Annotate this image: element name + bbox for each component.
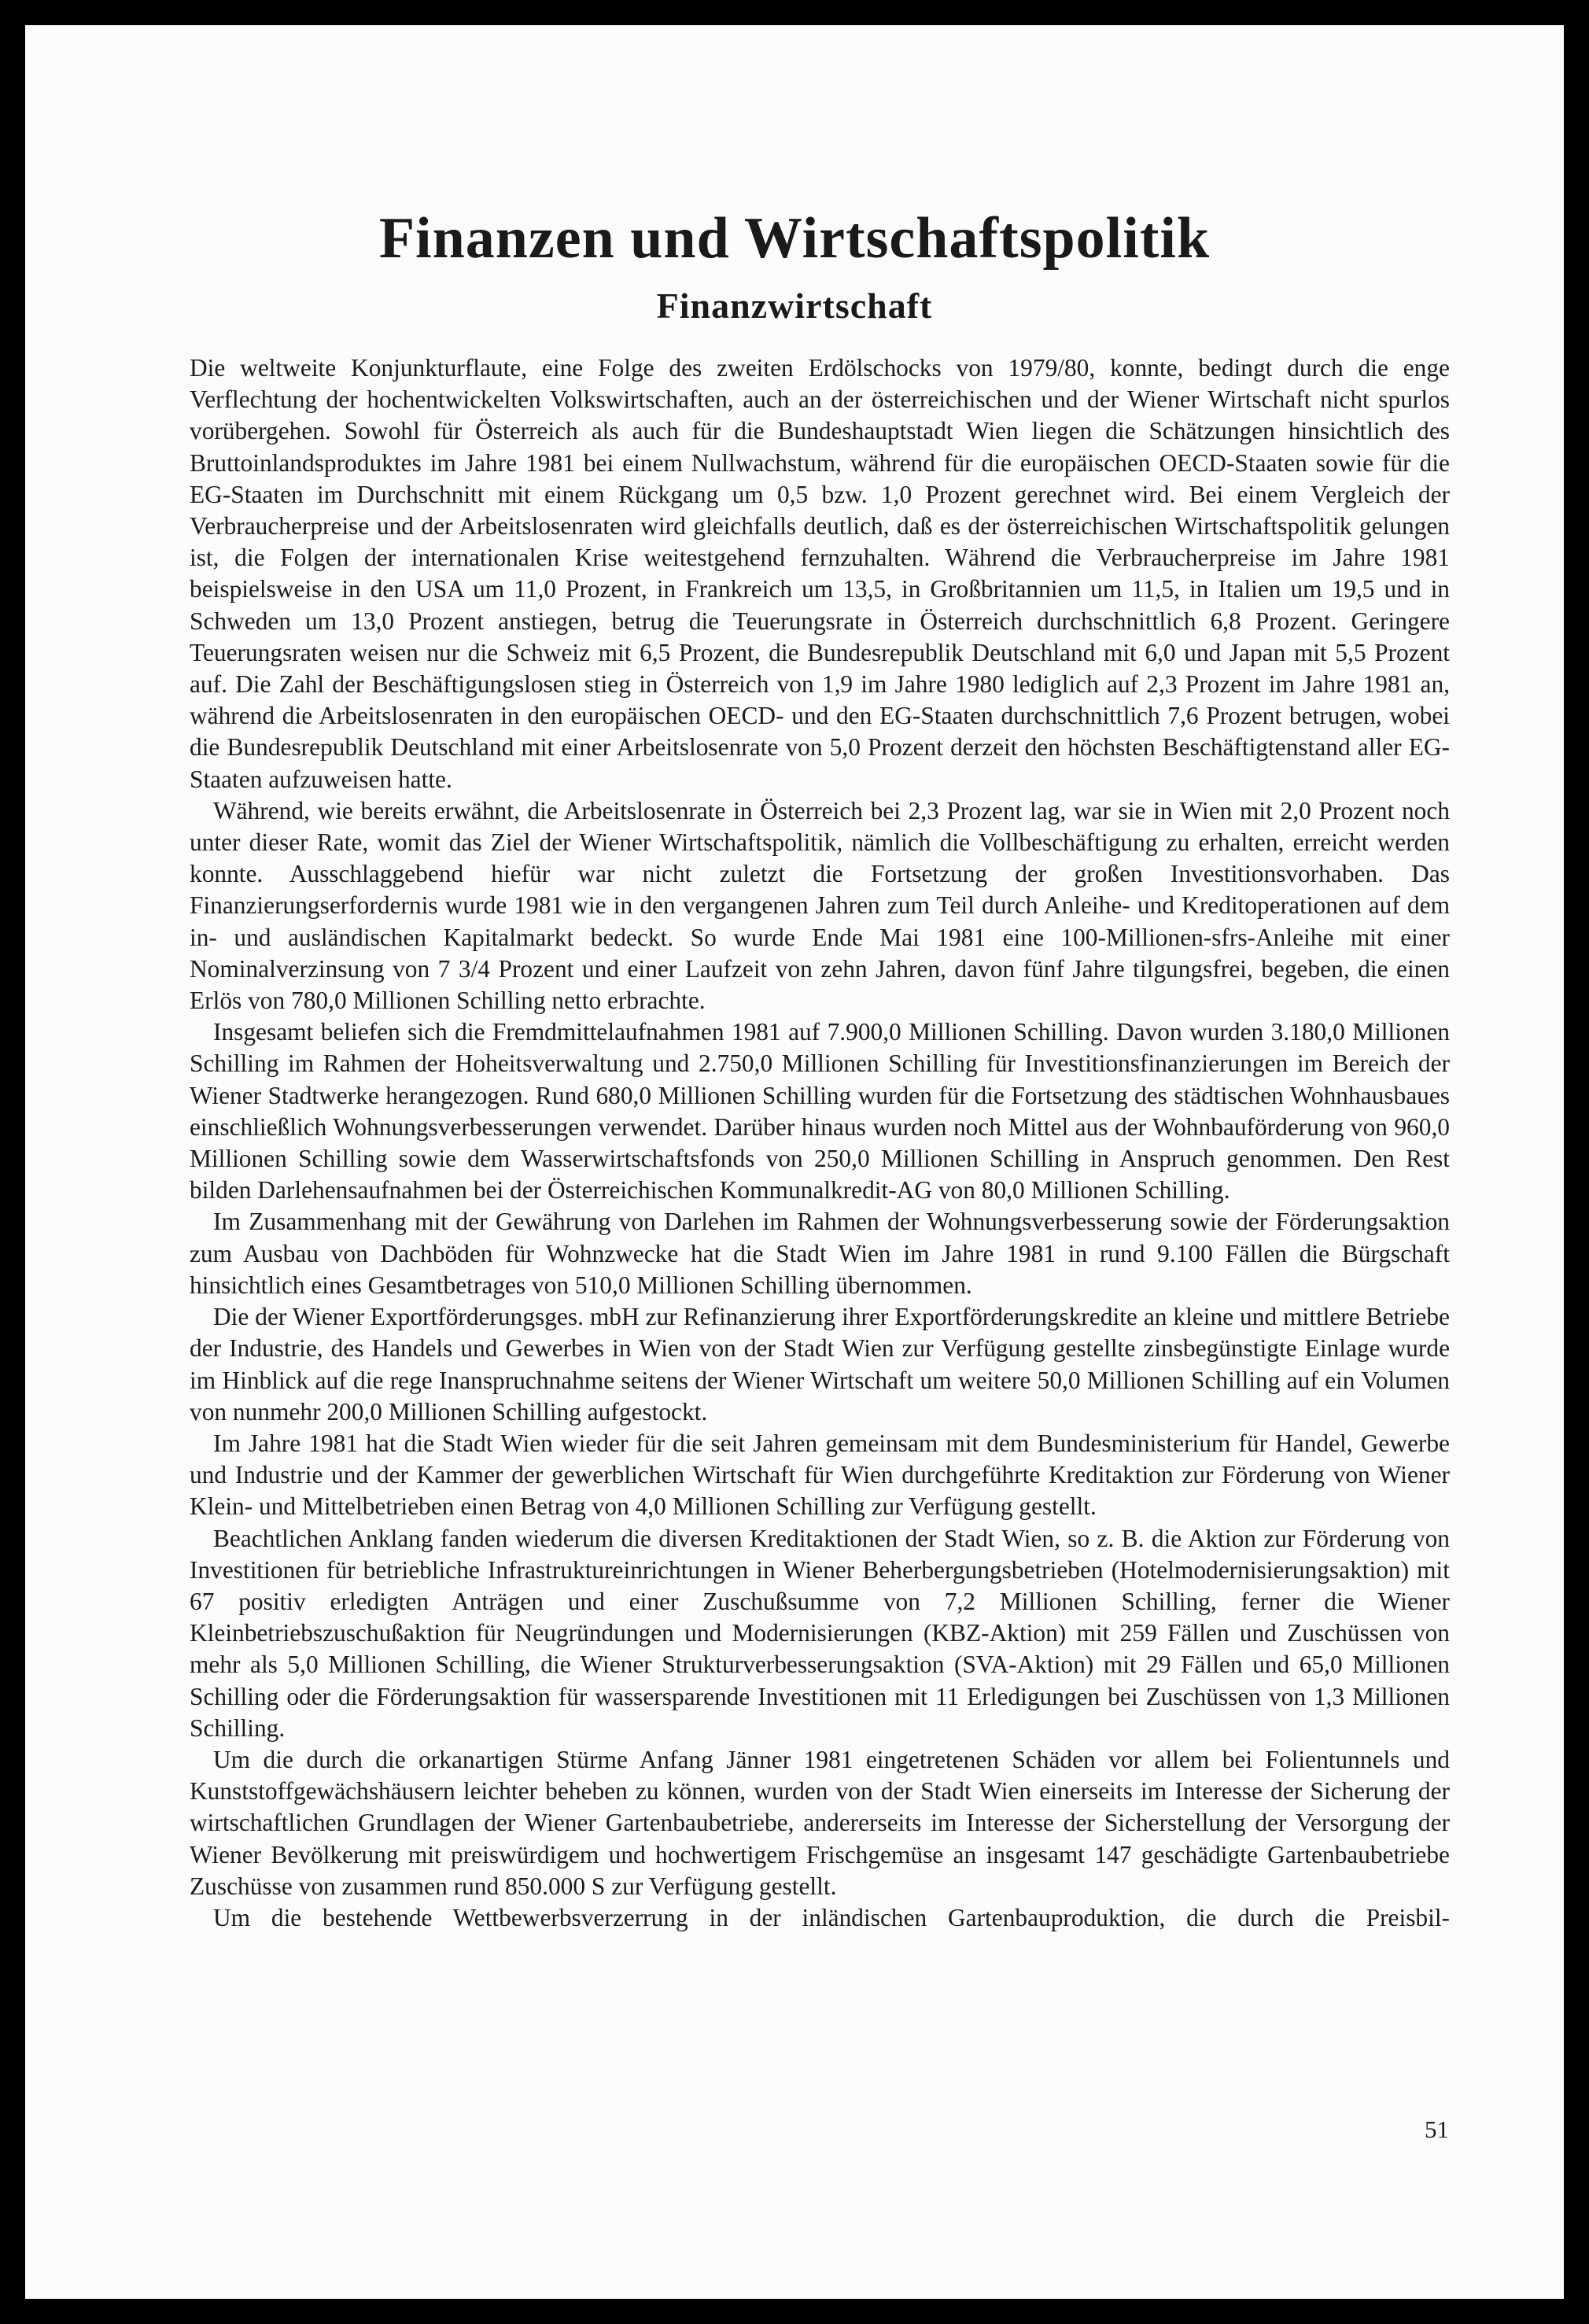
paragraph: Im Jahre 1981 hat die Stadt Wien wieder für die seit Jahren gemeinsam mit dem Bundesministerium für Handel, Gewerbe und Industrie und der Kammer der gewerblichen Wirtschaft für Wien durchgeführte Kreditaktion zur Förderung von Wiener Klein- und Mittelbetrieben einen Betrag von 4,0 Millionen Schilling zur Verfügung gestellt. [190, 1429, 1450, 1521]
section-subtitle: Finanzwirtschaft [656, 286, 933, 326]
paragraph: Im Zusammenhang mit der Gewährung von Darlehen im Rahmen der Wohnungsverbesserung sowie der Förderungsaktion zum Ausbau von Dachböden für Wohnzwecke hat die Stadt Wien im Jahre 1981 in rund 9.100 Fällen die Bürgschaft hinsichtlich eines Gesamtbetrages von 510,0 Millionen Schilling übernommen. [190, 1208, 1450, 1299]
page [25, 25, 1564, 2299]
page-number: 51 [1425, 2116, 1449, 2143]
page-title: Finanzen und Wirtschaftspolitik [378, 206, 1211, 271]
paragraph: Um die bestehende Wettbewerbsverzerrung in der inländischen Gartenbauproduktion, die durch die Preisbil- [213, 1903, 1450, 1931]
paragraph: Die weltweite Konjunkturflaute, eine Folge des zweiten Erdölschocks von 1979/80, konnte, bedingt durch die enge Verflechtung der hochentwickelten Volkswirtschaften, auch an der österreichischen und der Wiener Wirtschaft nicht spurlos vorübergehen. Sowohl für Österreich als auch für die Bundeshauptstadt Wien liegen die Schätzungen hinsichtlich des Bruttoinlandsproduktes im Jahre 1981 bei einem Nullwachstum, während für die europäischen OECD-Staaten sowie für die EG-Staaten im Durchschnitt mit einem Rückgang um 0,5 bzw. 1,0 Prozent gerechnet wird. Bei einem Vergleich der Verbraucherpreise und der Arbeitslosenraten wird gleichfalls deutlich, daß es der österreichischen Wirtschaftspolitik gelungen ist, die Folgen der internationalen Krise weitestgehend fernzuhalten. Während die Verbraucherpreise im Jahre 1981 beispielsweise in den USA um 11,0 Prozent, in Frankreich um 13,5, in Großbritannien um 11,5, in Italien um 19,5 und in Schweden um 13,0 Prozent anstiegen, betrug die Teuerungsrate in Österreich durchschnittlich 6,8 Prozent. Geringere Teuerungsraten weisen nur die Schweiz mit 6,5 Prozent, die Bundesrepublik Deutschland mit 6,0 und Japan mit 5,5 Prozent auf. Die Zahl der Beschäftigungslosen stieg in Österreich von 1,9 im Jahre 1980 lediglich auf 2,3 Prozent im Jahre 1981 an, während die Arbeitslosenraten in den europäischen OECD- und den EG-Staaten durchschnittlich 7,6 Prozent betrugen, wobei die Bundesrepublik Deutschland mit einer Arbeitslosenrate von 5,0 Prozent derzeit den höchsten Beschäftigtenstand aller EG-Staaten aufzuweisen hatte. [190, 354, 1450, 793]
paragraph: Insgesamt beliefen sich die Fremdmittelaufnahmen 1981 auf 7.900,0 Millionen Schilling. Davon wurden 3.180,0 Millionen Schilling im Rahmen der Hoheitsverwaltung und 2.750,0 Millionen Schilling für Investitionsfinanzierungen im Bereich der Wiener Stadtwerke herangezogen. Rund 680,0 Millionen Schilling wurden für die Fortsetzung des städtischen Wohnhausbaues einschließlich Wohnungsverbesserungen verwendet. Darüber hinaus wurden noch Mittel aus der Wohnbauförderung von 960,0 Millionen Schilling sowie dem Wasserwirtschaftsfonds von 250,0 Millionen Schilling in Anspruch genommen. Den Rest bilden Darlehensaufnahmen bei der Österreichischen Kommunalkredit-AG von 80,0 Millionen Schilling. [190, 1018, 1450, 1204]
paragraph: Um die durch die orkanartigen Stürme Anfang Jänner 1981 eingetretenen Schäden vor allem bei Folientunnels und Kunststoffgewächshäusern leichter beheben zu können, wurden von der Stadt Wien einerseits im Interesse der Sicherung der wirtschaftlichen Grundlagen der Wiener Gartenbaubetriebe, andererseits im Interesse der Sicherstellung der Versorgung der Wiener Bevölkerung mit preiswürdigem und hochwertigem Frischgemüse an insgesamt 147 geschädigte Gartenbaubetriebe Zuschüsse von zusammen rund 850.000 S zur Verfügung gestellt. [190, 1745, 1450, 1900]
body-text [190, 352, 1450, 1934]
paragraph: Beachtlichen Anklang fanden wiederum die diversen Kreditaktionen der Stadt Wien, so z. B. die Aktion zur Förderung von Investitionen für betriebliche Infrastruktureinrichtungen in Wiener Beherbergungsbetrieben (Hotelmodernisierungsaktion) mit 67 positiv erledigten Anträgen und einer Zuschußsumme von 7,2 Millionen Schilling, ferner die Wiener Kleinbetriebszuschußaktion für Neugründungen und Modernisierungen (KBZ-Aktion) mit 259 Fällen und Zuschüssen von mehr als 5,0 Millionen Schilling, die Wiener Strukturverbesserungsaktion (SVA-Aktion) mit 29 Fällen und 65,0 Millionen Schilling oder die Förderungsaktion für wassersparende Investitionen mit 11 Erledigungen bei Zuschüssen von 1,3 Millionen Schilling. [190, 1524, 1450, 1742]
paragraph: Die der Wiener Exportförderungsges. mbH zur Refinanzierung ihrer Exportförderungskredite an kleine und mittlere Betriebe der Industrie, des Handels und Gewerbes in Wien von der Stadt Wien zur Verfügung gestellte zinsbegünstigte Einlage wurde im Hinblick auf die rege Inanspruchnahme seitens der Wiener Wirtschaft um weitere 50,0 Millionen Schilling auf ein Volumen von nunmehr 200,0 Millionen Schilling aufgestockt. [190, 1303, 1450, 1426]
paragraph: Während, wie bereits erwähnt, die Arbeitslosenrate in Österreich bei 2,3 Prozent lag, war sie in Wien mit 2,0 Prozent noch unter dieser Rate, womit das Ziel der Wiener Wirtschaftspolitik, nämlich die Vollbeschäftigung zu erhalten, erreicht werden konnte. Ausschlaggebend hiefür war nicht zuletzt die Fortsetzung der großen Investitionsvorhaben. Das Finanzierungserfordernis wurde 1981 wie in den vergangenen Jahren zum Teil durch Anleihe- und Kreditoperationen auf dem in- und ausländischen Kapitalmarkt bedeckt. So wurde Ende Mai 1981 eine 100-Millionen-sfrs-Anleihe mit einer Nominalverzinsung von 7 3/4 Prozent und einer Laufzeit von zehn Jahren, davon fünf Jahre tilgungsfrei, begeben, die einen Erlös von 780,0 Millionen Schilling netto erbrachte. [190, 796, 1450, 1015]
